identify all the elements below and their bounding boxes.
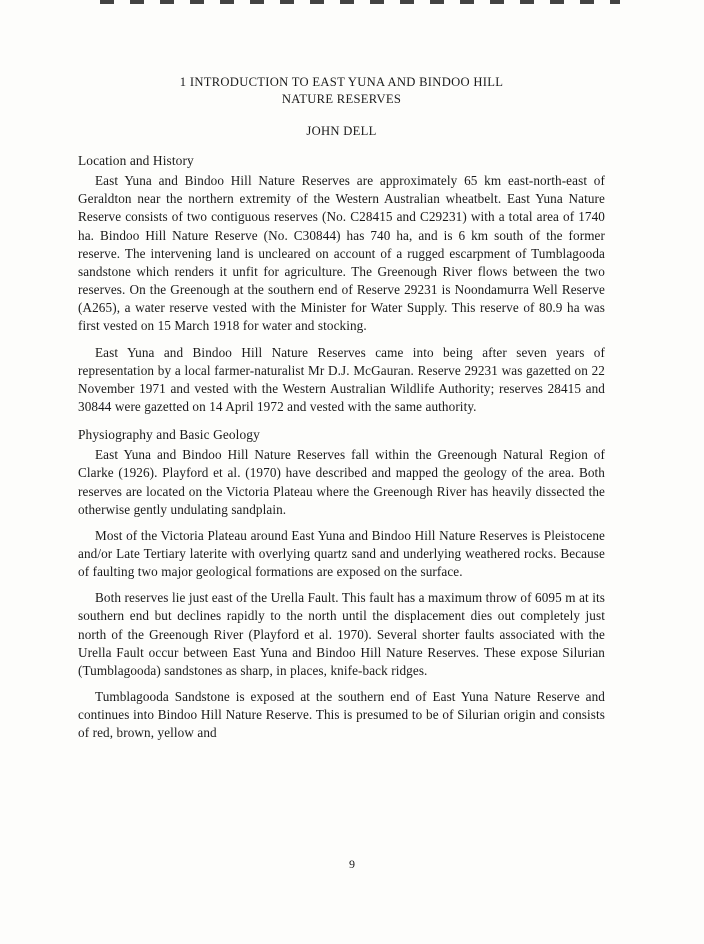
chapter-title-line-1: 1 INTRODUCTION TO EAST YUNA AND BINDOO HILL [179, 75, 504, 89]
section-physiography-geology [78, 426, 605, 742]
paragraph: East Yuna and Bindoo Hill Nature Reserves fall within the Greenough Natural Region of Clarke (1926). Playford et al. (1970) have described and mapped the geology of the area. Both reserves are located on the Victoria Plateau where the Greenough River has heavily dissected the otherwise gently undulating sandplain. [78, 447, 605, 517]
paragraph: East Yuna and Bindoo Hill Nature Reserves came into being after seven years of representation by a local farmer-naturalist Mr D.J. McGauran. Reserve 29231 was gazetted on 22 November 1971 and vested with the Western Australian Wildlife Authority; reserves 28415 and 30844 were gazetted on 14 April 1972 and vested with the same authority. [78, 344, 605, 415]
chapter-title-line-2: NATURE RESERVES [281, 92, 402, 106]
section-heading: Physiography and Basic Geology [78, 427, 260, 443]
paragraph: Most of the Victoria Plateau around East Yuna and Bindoo Hill Nature Reserves is Pleistocene and/or Late Tertiary laterite with overlying quartz sand and underlying weathered rocks. Because of faulting two major geological formations are exposed on the surface. [78, 527, 605, 580]
section-heading: Location and History [78, 153, 194, 169]
paragraph: Both reserves lie just east of the Urella Fault. This fault has a maximum throw of 6095 m at its southern end but declines rapidly to the north until the displacement dies out completely just north of the Greenough River (Playford et al. 1970). Several shorter faults associated with the Urella Fault occur between East Yuna and Bindoo Hill Nature Reserves. These expose Silurian (Tumblagooda) sandstones as sharp, in places, knife-back ridges. [78, 590, 605, 678]
page-number: 9 [349, 857, 355, 871]
scan-edge-marks [100, 0, 620, 4]
document-page [78, 74, 605, 743]
chapter-title [78, 74, 605, 108]
author-name: JOHN DELL [306, 124, 377, 138]
paragraph: East Yuna and Bindoo Hill Nature Reserves are approximately 65 km east-north-east of Geraldton near the northern extremity of the Western Australian wheatbelt. East Yuna Nature Reserve consists of two contiguous reserves (No. C28415 and C29231) with a total area of 1740 ha. Bindoo Hill Nature Reserve (No. C30844) has 740 ha, and is 6 km south of the former reserve. The intervening land is uncleared on account of a rugged escarpment of Tumblagooda sandstone which renders it unfit for agriculture. The Greenough River flows between the two reserves. On the Greenough at the southern end of Reserve 29231 is Noondamurra Well Reserve (A265), a water reserve vested with the Minister for Water Supply. This reserve of 80.9 ha was first vested on 15 March 1918 for water and stocking. [78, 173, 605, 334]
section-location-history [78, 152, 605, 416]
paragraph: Tumblagooda Sandstone is exposed at the southern end of East Yuna Nature Reserve and continues into Bindoo Hill Nature Reserve. This is presumed to be of Silurian origin and consists of red, brown, yellow and [78, 689, 605, 741]
